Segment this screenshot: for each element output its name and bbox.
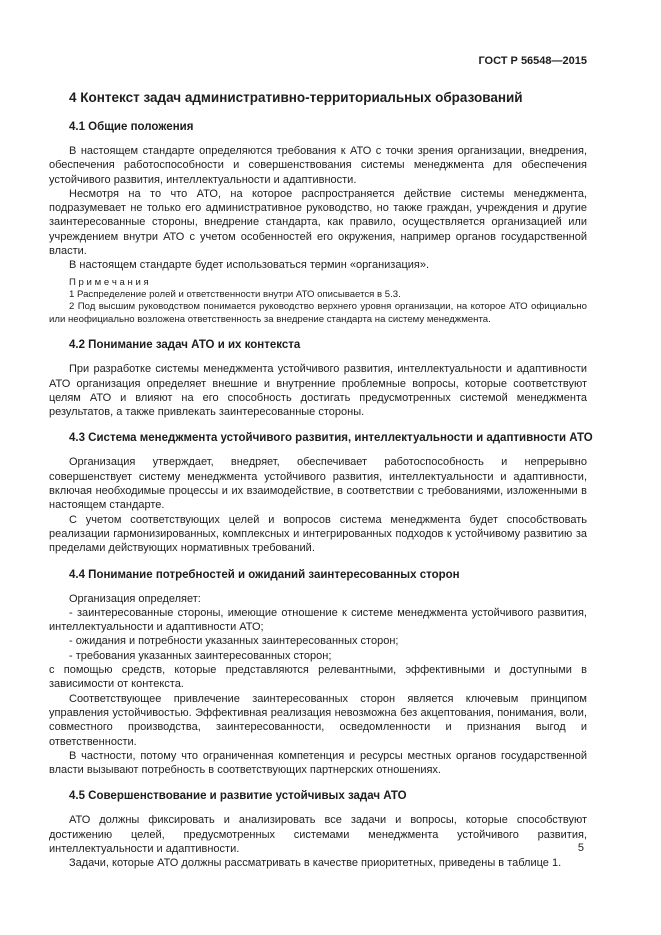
paragraph: АТО должны фиксировать и анализировать все задачи и вопросы, которые способствуют достижению целей, предусмотренных системами менеджмента устойчивого развития, интеллектуальности и адаптивности. xyxy=(49,814,587,856)
paragraph: Организация утверждает, внедряет, обеспечивает работоспособность и непрерывно совершенствует систему менеджмента устойчивого развития, интеллектуальности и адаптивности, включая необходимые процессы и их взаимодействие, в соответствии с требованиями, изложенными в настоящем стандарте. xyxy=(49,456,587,512)
page-number: 5 xyxy=(577,842,584,854)
section-4-3 xyxy=(49,432,593,555)
paragraph: В частности, потому что ограниченная компетенция и ресурсы местных органов государственной власти вызывают потребность в соответствующих партнерских отношениях. xyxy=(49,749,587,777)
paragraph-continuation: с помощью средств, которые представляются релевантными, эффективными и доступными в зависимости от контекста. xyxy=(49,664,587,691)
section-heading-4-2: 4.2 Понимание задач АТО и их контекста xyxy=(69,339,301,352)
section-4-1 xyxy=(49,121,587,326)
section-4-5 xyxy=(49,790,587,870)
section-heading-4-4: 4.4 Понимание потребностей и ожиданий заинтересованных сторон xyxy=(69,568,460,581)
paragraph: С учетом соответствующих целей и вопросов система менеджмента будет способствовать реализации гармонизированных, комплексных и интегрированных подходов к устойчивому развитию за пределами действующих нормативных требований. xyxy=(49,513,587,555)
notes-label: П р и м е ч а н и я xyxy=(69,276,149,288)
running-header: ГОСТ Р 56548—2015 xyxy=(478,55,587,67)
section-4-2 xyxy=(49,339,587,419)
paragraph: В настоящем стандарте будет использоваться термин «организация». xyxy=(69,259,430,272)
paragraph: При разработке системы менеджмента устойчивого развития, интеллектуальности и адаптивности АТО организация определяет внешние и внутренние проблемные вопросы, которые соответствуют целям АТО и влияют на его способность достигать предусмотренных системой менеджмента результатов, а также привлекать заинтересованные стороны. xyxy=(49,363,587,419)
list-item: - заинтересованные стороны, имеющие отношение к системе менеджмента устойчивого развития, интеллектуальности и адаптивности АТО; xyxy=(49,606,587,634)
list-item: - требования указанных заинтересованных сторон; xyxy=(69,649,332,662)
list-item: - ожидания и потребности указанных заинтересованных сторон; xyxy=(69,635,399,648)
section-heading-4-3: 4.3 Система менеджмента устойчивого развития, интеллектуальности и адаптивности АТО xyxy=(69,432,593,445)
section-heading-4-1: 4.1 Общие положения xyxy=(69,121,194,133)
note: 1 Распределение ролей и ответственности внутри АТО описывается в 5.3. xyxy=(69,289,401,301)
paragraph: Несмотря на то что АТО, на которое распространяется действие системы менеджмента, подразумевает не только его административное руководство, но также граждан, учреждения и другие заинтересованные стороны, внедрение стандарта, как правило, осуществляется организацией или учреждением внутри АТО с учетом особенностей его окружения, например органов государственной власти. xyxy=(49,187,587,258)
paragraph: Организация определяет: xyxy=(69,592,201,605)
chapter-title: 4 Контекст задач административно-территориальных образований xyxy=(69,90,523,105)
note: 2 Под высшим руководством понимается руководство верхнего уровня организации, на которое АТО официально или неофициально возложена ответственность за внедрение стандарта на систему менеджмента. xyxy=(49,301,587,325)
section-heading-4-5: 4.5 Совершенствование и развитие устойчивых задач АТО xyxy=(69,790,407,803)
paragraph: Соответствующее привлечение заинтересованных сторон является ключевым принципом управления устойчивостью. Эффективная реализация невозможна без акцептования, понимания, воли, совместного производства, заинтересованности, осведомленности и признания выгод и ответственности. xyxy=(49,692,587,748)
page-content xyxy=(49,55,593,871)
paragraph: В настоящем стандарте определяются требования к АТО с точки зрения организации, внедрения, обеспечения работоспособности и совершенствования системы менеджмента для обеспечения устойчивого развития, интеллектуальности и адаптивности. xyxy=(49,145,587,186)
section-4-4 xyxy=(49,569,587,778)
notes-block xyxy=(49,277,587,327)
paragraph: Задачи, которые АТО должны рассматривать в качестве приоритетных, приведены в таблице 1. xyxy=(69,857,562,870)
